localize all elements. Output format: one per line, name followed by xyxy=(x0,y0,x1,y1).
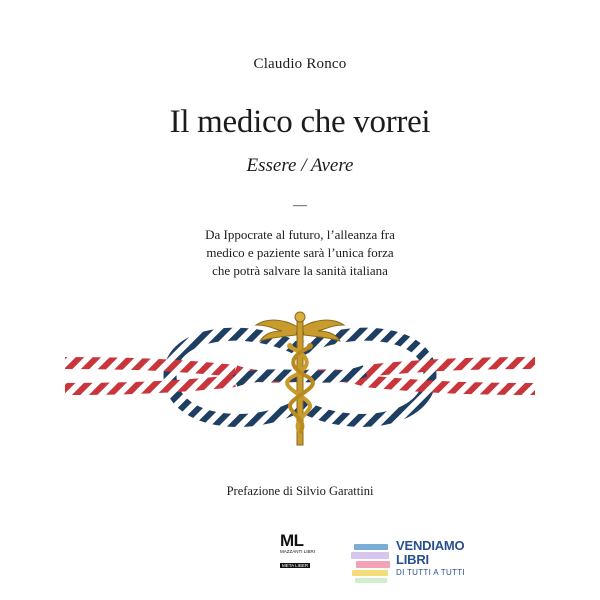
badge-line-1: VENDIAMO xyxy=(396,538,465,553)
publisher-mark: ML xyxy=(280,531,304,550)
vendiamo-libri-badge xyxy=(350,538,470,588)
publisher-logo xyxy=(280,532,320,568)
badge-text xyxy=(396,539,465,579)
left-rope-upper xyxy=(65,363,235,371)
cover-blurb xyxy=(0,226,600,280)
preface-credit: Prefazione di Silvio Garattini xyxy=(226,484,374,498)
caduceus-rope-knot-illustration xyxy=(60,305,540,455)
badge-line-3: DI TUTTI A TUTTI xyxy=(396,568,465,577)
author-name: Claudio Ronco xyxy=(253,56,347,72)
blurb-line-1: Da Ippocrate al futuro, l’alleanza fra xyxy=(205,227,395,242)
badge-line-2: LIBRI xyxy=(396,552,429,567)
right-rope-upper xyxy=(365,363,535,371)
blurb-line-3: che potrà salvare la sanità italiana xyxy=(212,263,388,278)
blurb-line-2: medico e paziente sarà l’unica forza xyxy=(206,245,394,260)
title-separator: — xyxy=(293,198,307,213)
right-rope-lower xyxy=(365,381,535,389)
book-stack-icon xyxy=(350,540,394,584)
book-title: Il medico che vorrei xyxy=(169,104,431,140)
publisher-name: MAZZANTI LIBRI xyxy=(280,549,316,554)
left-rope-lower xyxy=(65,381,235,389)
publisher-imprint: META LIBER xyxy=(282,563,309,568)
book-subtitle: Essere / Avere xyxy=(246,155,354,176)
